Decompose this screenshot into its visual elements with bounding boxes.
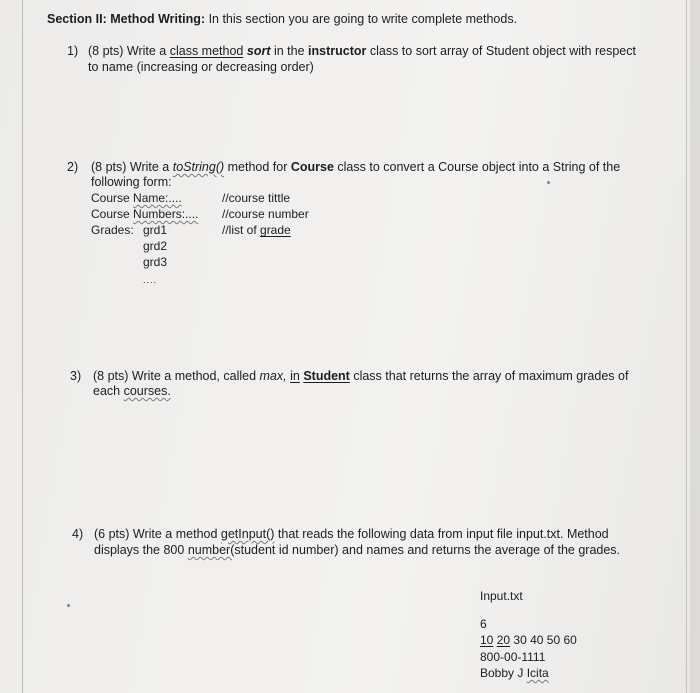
section-heading: Section II: Method Writing: In this section you are going to write complete methods. — [47, 12, 518, 26]
q1-line1: (8 pts) Write a class method sort in the instructor class to sort array of Student object with respect — [88, 44, 636, 58]
page-margin-strip — [690, 0, 700, 693]
grades-label: Grades: — [91, 223, 134, 237]
grade-1: grd1 — [143, 223, 168, 237]
course-number-comment: //course number — [222, 207, 309, 221]
q1-line2: to name (increasing or decreasing order) — [88, 60, 314, 74]
q4-line1: (6 pts) Write a method getInput() that reads the following data from input file input.txt. Method — [94, 527, 609, 541]
q4-line2: displays the 800 number(student id number) and names and returns the average of the grades. — [94, 543, 621, 557]
grade-2: grd2 — [143, 239, 168, 253]
q2-line1: (8 pts) Write a toString() method for Course class to convert a Course object into a String of the — [91, 160, 621, 174]
course-name-label: Course Name:.... — [91, 191, 182, 205]
input-line-count: 6 — [480, 617, 487, 631]
q3-number: 3) — [70, 369, 82, 383]
page-right-edge — [686, 0, 687, 693]
speck — [67, 604, 70, 607]
q3-line2: each courses. — [93, 384, 171, 398]
q2-number: 2) — [67, 160, 79, 174]
course-title-comment: //course tittle — [222, 191, 291, 205]
q3-line1: (8 pts) Write a method, called max, in Student class that returns the array of maximum grades of — [93, 369, 629, 383]
input-line-name: Bobby J Icita — [480, 666, 549, 680]
list-of-grade-comment: //list of grade — [222, 223, 291, 237]
input-line-grades: 10 20 30 40 50 60 — [480, 633, 577, 647]
input-file-title: Input.txt — [480, 589, 523, 603]
grade-ellipsis: .... — [143, 275, 158, 285]
q4-number: 4) — [72, 527, 84, 541]
course-numbers-label: Course Numbers:.... — [91, 207, 199, 221]
speck — [547, 181, 550, 184]
q2-line2: following form: — [91, 175, 172, 189]
grade-3: grd3 — [143, 255, 168, 269]
input-line-id: 800-00-1111 — [480, 650, 546, 664]
page-left-edge — [22, 0, 23, 693]
q1-number: 1) — [67, 44, 79, 58]
